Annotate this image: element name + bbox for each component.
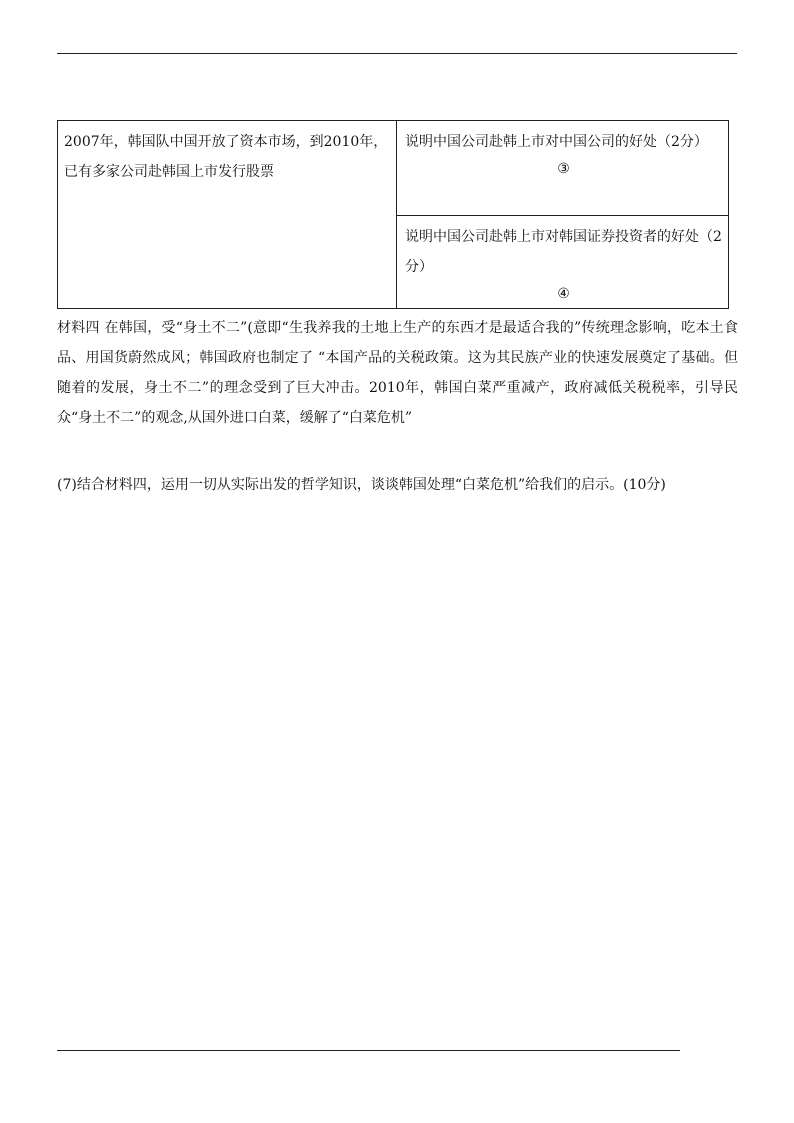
answer-mark-4: ④ (557, 286, 570, 302)
footer-rule (57, 1050, 680, 1051)
question-7: (7)结合材料四，运用一切从实际出发的哲学知识，谈谈韩国处理“白菜危机”给我们的启示。(10分) (57, 477, 666, 493)
table-cell-material (58, 121, 397, 308)
question-4-text: 说明中国公司赴韩上市对韩国证券投资者的好处（2分） (405, 229, 722, 275)
header-rule (57, 53, 737, 54)
answer-mark-3: ③ (557, 161, 570, 177)
material-table (57, 120, 729, 309)
question-3-text: 说明中国公司赴韩上市对中国公司的好处（2分） (405, 134, 708, 150)
table-material-text: 2007年，韩国队中国开放了资本市场，到2010年，已有多家公司赴韩国上市发行股票 (64, 134, 388, 180)
material-four-paragraph: 材料四 在韩国，受“身土不二”(意即“生我养我的土地上生产的东西才是最适合我的”传统理念影响，吃本土食品、用国货蔚然成风；韩国政府也制定了 “本国产品的关税政策。这为其民族产业的快速发展奠定了基础。但随着的发展，身土不二”的理念受到了巨大冲击。2010年，韩国白菜严重减产，政府减低关税税率，引导民众“身土不二”的观念,从国外进口白菜，缓解了“白菜危机” (57, 320, 738, 426)
table-cell-question-3 (397, 121, 728, 216)
table-cell-question-4 (397, 216, 728, 308)
